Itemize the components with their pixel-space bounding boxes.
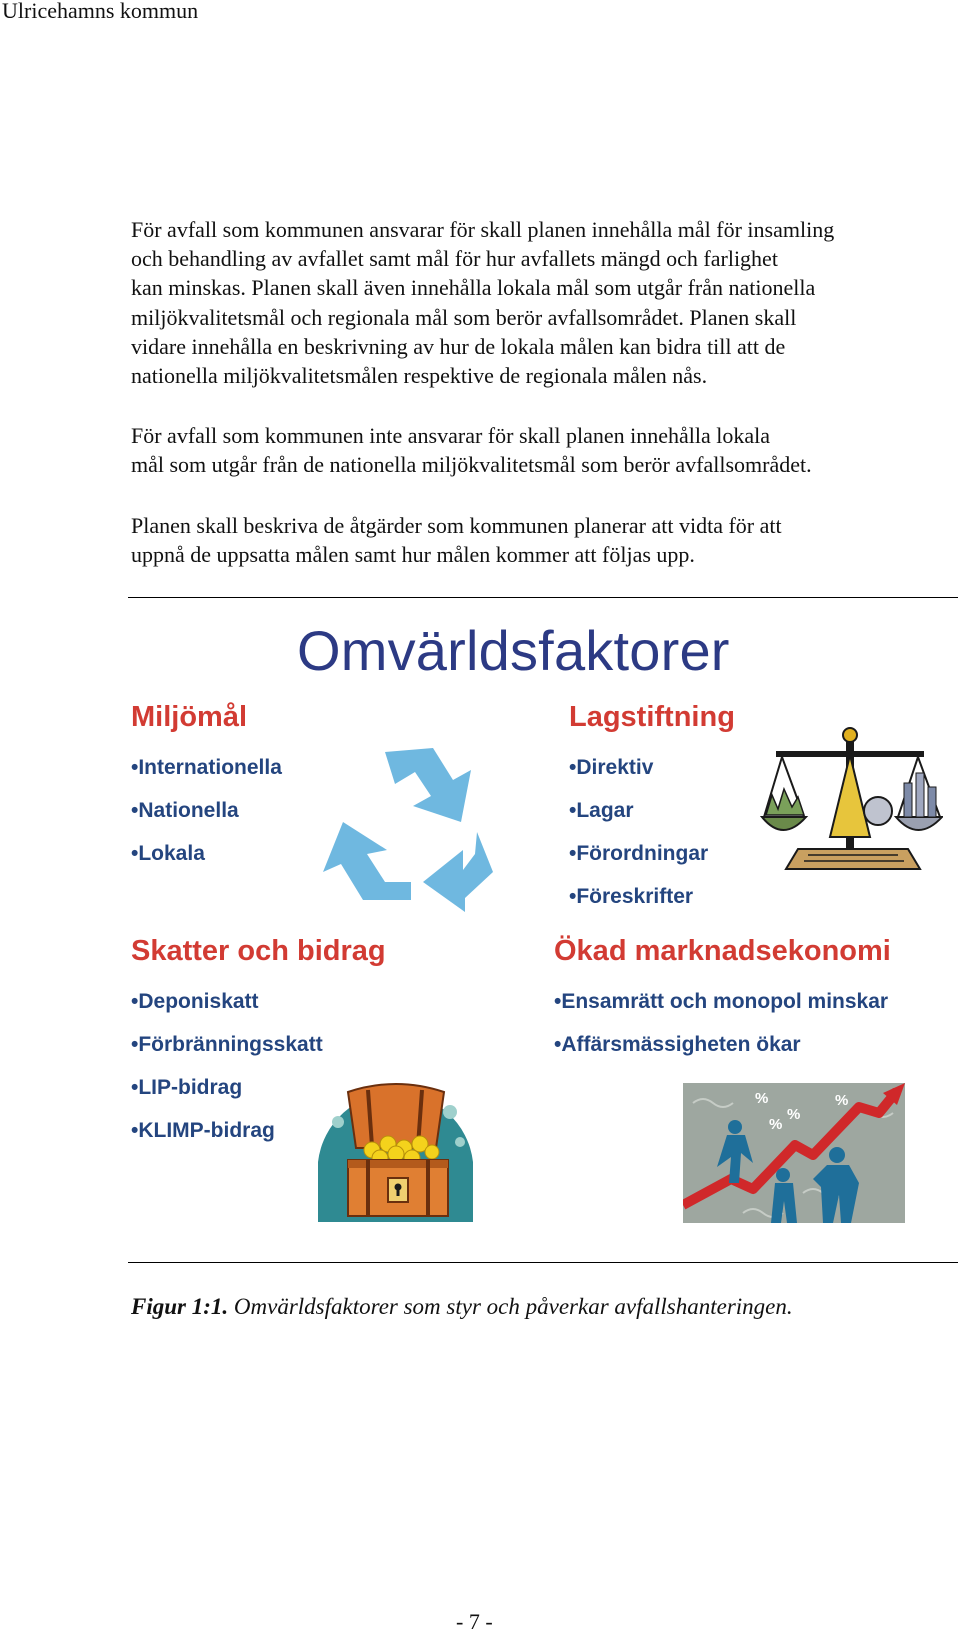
bullet-item: •Deponiskatt (131, 990, 259, 1013)
recycle-icon (315, 722, 505, 912)
paragraph-line: mål som utgår från de nationella miljökvalitetsmål som berör avfallsområdet. (131, 452, 812, 478)
caption-label: Figur 1:1. (131, 1294, 229, 1319)
caption-text: Omvärldsfaktorer som styr och påverkar avfallshanteringen. (228, 1294, 793, 1319)
bullet-item: •Direktiv (569, 756, 654, 779)
body-paragraph-3 (131, 511, 960, 569)
svg-text:%: % (835, 1092, 849, 1109)
figure-bottom-rule (128, 1262, 958, 1263)
bullet-item: •Lagar (569, 799, 634, 822)
bullet-item: •Förordningar (569, 842, 709, 865)
paragraph-line: vidare innehålla en beskrivning av hur de lokala målen kan bidra till att de (131, 333, 786, 359)
bullet-item: •LIP-bidrag (131, 1076, 243, 1099)
paragraph-line: och behandling av avfallet samt mål för hur avfallets mängd och farlighet (131, 246, 778, 272)
paragraph-line: Planen skall beskriva de åtgärder som kommunen planerar att vidta för att (131, 513, 782, 538)
figure-title: Omvärldsfaktorer (297, 619, 730, 682)
svg-text:%: % (769, 1116, 783, 1133)
bullet-item: •Förbränningsskatt (131, 1033, 323, 1056)
section-heading-skatter: Skatter och bidrag (131, 935, 386, 967)
section-heading-lagstiftning: Lagstiftning (569, 701, 735, 733)
treasure-chest-icon (318, 1082, 473, 1222)
running-header: Ulricehamns kommun (2, 0, 199, 23)
figure-caption (131, 1294, 793, 1320)
bullet-item: •Föreskrifter (569, 885, 694, 908)
svg-text:%: % (787, 1106, 801, 1123)
paragraph-line: För avfall som kommunen inte ansvarar för skall planen innehålla lokala (131, 423, 771, 448)
paragraph-line: kan minskas. Planen skall även innehålla lokala mål som utgår från nationella (131, 275, 816, 301)
figure-top-rule (128, 597, 958, 598)
section-heading-marknadsekonomi: Ökad marknadsekonomi (554, 935, 891, 967)
bullet-item: •Internationella (131, 756, 282, 779)
section-heading-miljomal: Miljömål (131, 701, 248, 733)
paragraph-line: uppnå de uppsatta målen samt hur målen kommer att följas upp. (131, 542, 695, 568)
page-number: - 7 - (456, 1609, 493, 1634)
bullet-item: •Affärsmässigheten ökar (554, 1033, 801, 1056)
bullet-item: •Lokala (131, 842, 205, 865)
bullet-item: •Nationella (131, 799, 239, 822)
body-paragraph-2 (131, 421, 960, 479)
bullet-item: •KLIMP-bidrag (131, 1119, 275, 1142)
bullet-item: •Ensamrätt och monopol minskar (554, 990, 889, 1013)
scales-of-justice-icon (758, 725, 943, 875)
svg-text:%: % (755, 1090, 769, 1107)
paragraph-line: För avfall som kommunen ansvarar för skall planen innehålla mål för insamling (131, 217, 835, 242)
paragraph-line: nationella miljökvalitetsmålen respektive de regionala målen nås. (131, 363, 708, 389)
paragraph-line: miljökvalitetsmål och regionala mål som berör avfallsområdet. Planen skall (131, 304, 797, 330)
body-paragraph-1 (131, 215, 960, 390)
growth-chart-icon (683, 1083, 905, 1223)
